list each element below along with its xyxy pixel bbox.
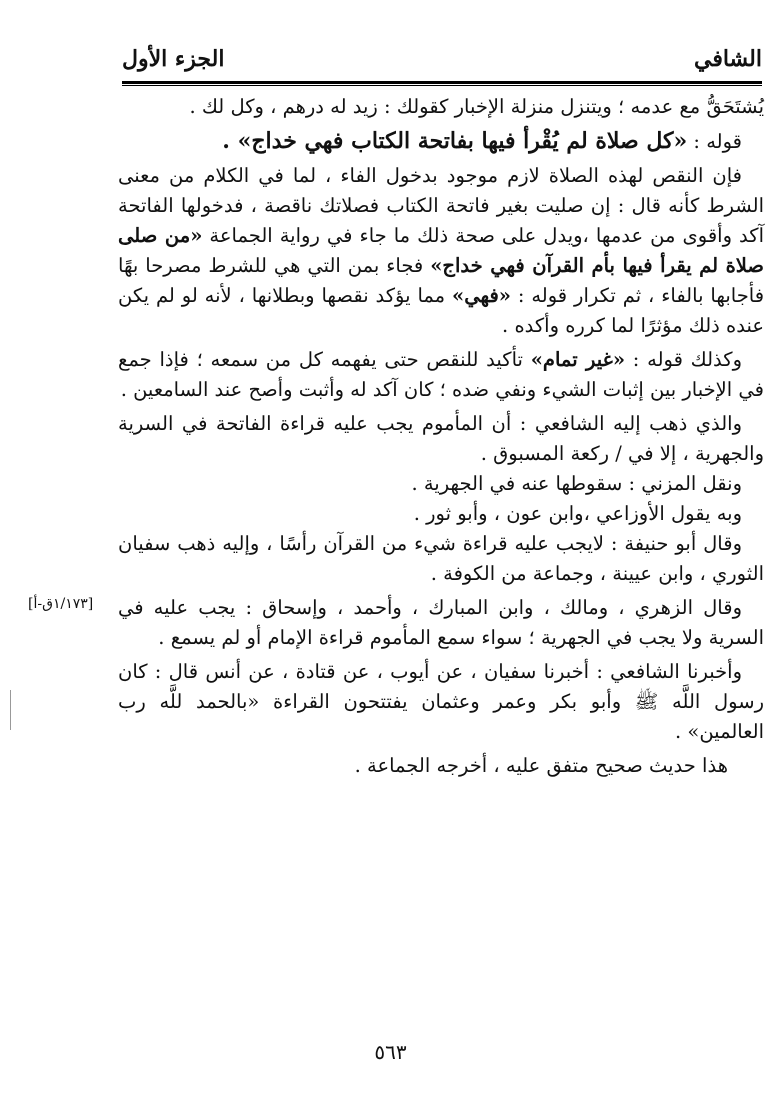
paragraph-11 xyxy=(118,751,764,781)
hadith-quote: «كل صلاة لم يُقْرأ فيها بفاتحة الكتاب فهي خداج» . xyxy=(222,128,688,154)
paragraph-text: والذي ذهب إليه الشافعي : أن المأموم يجب عليه قراءة الفاتحة في السرية والجهرية ، إلا في / ركعة المسبوق . xyxy=(118,412,764,465)
paragraph-text: هذا حديث صحيح متفق عليه ، أخرجه الجماعة . xyxy=(354,754,728,777)
main-text xyxy=(118,92,764,781)
paragraph-text: مما يؤكد نقصها وبطلانها ، لأنه لو لم يكن عنده ذلك مؤثرًا لما كرره وأكده . xyxy=(118,284,764,337)
paragraph-text: وقال أبو حنيفة : لايجب عليه قراءة شيء من القرآن رأسًا ، وإليه ذهب سفيان الثوري ، وابن عيينة ، وجماعة من الكوفة . xyxy=(118,532,764,585)
manuscript-folio-note: [١/١٧٣ق-أ] xyxy=(28,596,94,612)
paragraph-5 xyxy=(118,409,764,469)
paragraph-text: ونقل المزني : سقوطها عنه في الجهرية . xyxy=(411,472,742,495)
header-rule-thick xyxy=(122,81,762,84)
paragraph-9 xyxy=(118,593,764,653)
paragraph-text: يُشتَحَقُّ مع عدمه ؛ ويتنزل منزلة الإخبار كقولك : زيد له درهم ، وكل لك . xyxy=(189,95,764,118)
paragraph-7 xyxy=(118,499,764,529)
paragraph-text: وبه يقول الأوزاعي ،وابن عون ، وأبو ثور . xyxy=(413,502,742,525)
quoted-phrase: «غير تمام» xyxy=(530,348,626,371)
hadith-quote: «من صلى صلاة لم يقرأ فيها بأم القرآن فهي خداج» xyxy=(118,224,764,277)
paragraph-3 xyxy=(118,161,764,341)
book-title: الشافي xyxy=(694,46,762,72)
page-number: ٥٦٣ xyxy=(374,1040,407,1064)
header-rule-thin xyxy=(122,85,762,86)
paragraph-1 xyxy=(118,92,764,122)
paragraph-text: فإن النقص لهذه الصلاة لازم موجود بدخول الفاء ، لما في الكلام من معنى الشرط كأنه قال : إن صليت بغير فاتحة الكتاب فصلاتك ناقصة ، فدخولها الفاتحة آكد وأقوى من عدمها ،ويدل على صحة ذلك ما جاء في رواية الجماعة xyxy=(118,164,764,247)
paragraph-text: وكذلك قوله : xyxy=(625,348,742,371)
paragraph-4 xyxy=(118,345,764,405)
paragraph-text: قوله : xyxy=(687,130,742,153)
paragraph-text: فجاء بمن التي هي للشرط مصرحا بهًا فأجابها بالفاء ، ثم تكرار قوله : xyxy=(118,254,765,307)
volume-title: الجزء الأول xyxy=(122,46,225,72)
paragraph-6 xyxy=(118,469,764,499)
paragraph-10 xyxy=(118,657,764,747)
running-header xyxy=(122,42,762,82)
paragraph-text: وقال الزهري ، ومالك ، وابن المبارك ، وأحمد ، وإسحاق : يجب عليه في السرية ولا يجب في الجهرية ؛ سواء سمع المأموم قراءة الإمام أو لم يسمع . xyxy=(118,596,764,649)
paragraph-2 xyxy=(118,126,764,157)
quoted-word: «فهي» xyxy=(452,284,511,307)
paragraph-text: تأكيد للنقص حتى يفهمه كل من سمعه ؛ فإذا جمع في الإخبار بين إثبات الشيء ونفي ضده ؛ كان آكد له وأثبت وأصح عند السامعين . xyxy=(118,348,764,401)
paragraph-8 xyxy=(118,529,764,589)
margin-mark xyxy=(10,690,11,730)
paragraph-text: وأخبرنا الشافعي : أخبرنا سفيان ، عن أيوب ، عن قتادة ، عن أنس قال : كان رسول اللَّه ﷺ وأبو بكر وعمر وعثمان يفتتحون القراءة «بالحمد للَّه رب العالمين» . xyxy=(118,660,764,743)
